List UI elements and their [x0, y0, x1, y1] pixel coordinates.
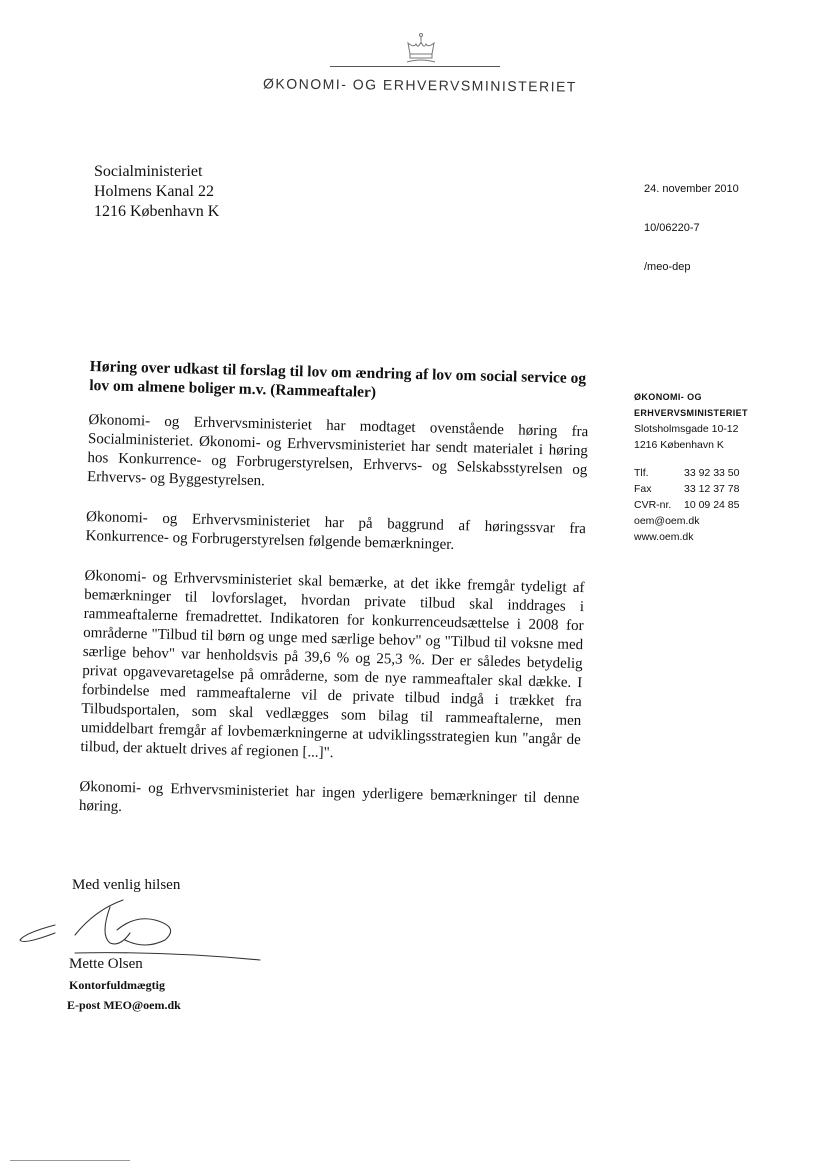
- initials: /meo-dep: [644, 261, 691, 273]
- sender-address-block: [634, 389, 748, 545]
- contact-value: 33 12 37 78: [684, 483, 740, 495]
- contact-value: 33 92 33 50: [684, 467, 740, 479]
- crown-logo-icon: [405, 32, 437, 66]
- letter-subject: Høring over udkast til forslag til lov om ændring af lov om social service og lov om almene boliger m.v. (Rammeaftaler): [89, 357, 587, 401]
- recipient-line: 1216 København K: [94, 203, 220, 220]
- sender-street: Slotsholmsgade 10-12: [634, 423, 739, 435]
- reference-number: 10/06220-7: [644, 222, 700, 234]
- contact-label: Fax: [634, 483, 652, 495]
- contact-cvr: [634, 497, 748, 513]
- ministry-name: ØKONOMI- OG ERHVERVSMINISTERIET: [263, 75, 577, 95]
- footer-rule: [10, 1160, 130, 1161]
- signer-title: Kontorfuldmægtig: [69, 978, 165, 992]
- recipient-address: [94, 162, 219, 222]
- letter-date: 24. november 2010: [644, 183, 739, 195]
- recipient-line: Socialministeriet: [94, 163, 203, 180]
- closing-greeting: Med venlig hilsen: [72, 877, 181, 893]
- paragraph: Økonomi- og Erhvervsministeriet skal bemærke, at det ikke fremgår tydeligt af bemærkninger til lovforslaget, hvordan private tilbud skal inddrages i rammeaftalerne fremadrettet. Indikatoren for konkurrenceudsættelse i 2008 for områderne "Tilbud til børn og unge med særlige behov" og "Tilbud til voksne med særlige behov" var henholdsvis på 39,6 % og 25,3 %. Der er således betydelig privat opgavevaretagelse på områderne, som de nye rammeaftaler skal dække. I forbindelse med rammeaftalerne vil de private tilbud indgå i trækket fra Tilbudsportalen, som skal vedlægges som bilag til rammeaftalerne, men umiddelbart fremgår af lovbemærkningerne at udviklingsstrategien kun "angår de tilbud, der aktuelt drives af regionen [...]".: [80, 567, 585, 762]
- contact-value: 10 09 24 85: [684, 499, 740, 511]
- header-rule: [330, 66, 500, 67]
- sender-email: oem@oem.dk: [634, 515, 700, 527]
- recipient-line: Holmens Kanal 22: [94, 183, 214, 200]
- letter-body: [78, 357, 590, 849]
- contact-label: Tlf.: [634, 467, 649, 479]
- contact-fax: [634, 481, 748, 497]
- contact-label: CVR-nr.: [634, 499, 672, 511]
- signer-email: E-post MEO@oem.dk: [67, 998, 181, 1012]
- sender-name-line2: ERHVERVSMINISTERIET: [634, 408, 748, 418]
- sender-city: 1216 København K: [634, 439, 724, 451]
- paragraph: Økonomi- og Erhvervsministeriet har ingen yderligere bemærkninger til denne høring.: [78, 778, 580, 815]
- sender-web: www.oem.dk: [634, 531, 694, 543]
- paragraph: Økonomi- og Erhvervsministeriet har modtaget ovenstående høring fra Socialministeriet. Økonomi- og Erhvervsministeriet har sendt materialet i høring hos Konkurrence- og Forbrugerstyrelsen, Erhvervs- og Selskabsstyrelsen og Erhvervs- og Byggestyrelsen.: [86, 411, 589, 490]
- sender-name-line1: ØKONOMI- OG: [634, 392, 702, 402]
- contact-phone: [634, 465, 748, 481]
- handwritten-signature: [15, 895, 275, 970]
- signer-name: Mette Olsen: [69, 956, 143, 972]
- paragraph: Økonomi- og Erhvervsministeriet har på baggrund af høringssvar fra Konkurrence- og Forbrugerstyrelsen følgende bemærkninger.: [85, 508, 587, 553]
